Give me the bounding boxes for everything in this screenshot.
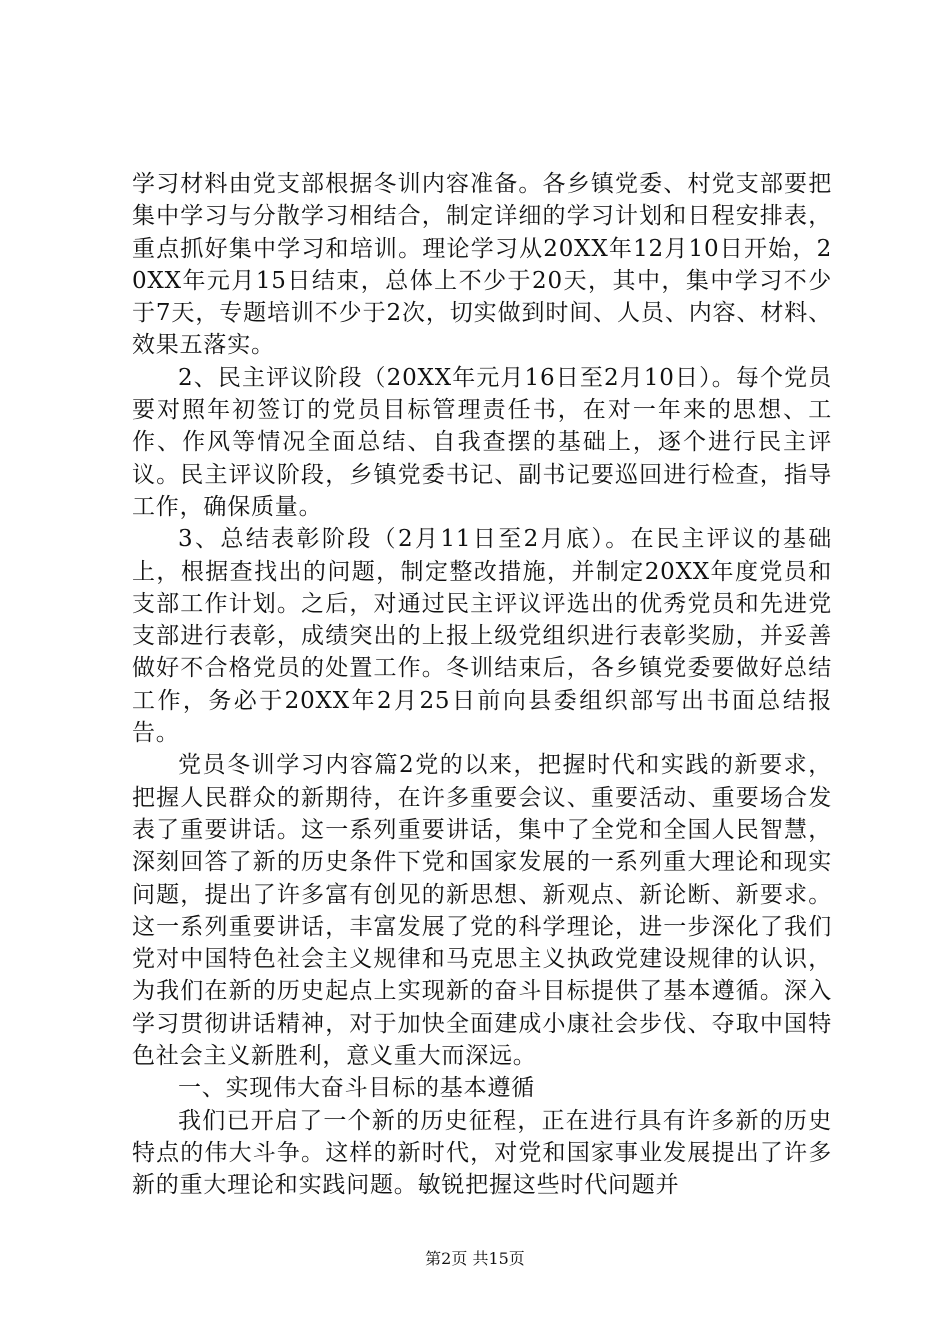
paragraph-winter-training-article: 党员冬训学习内容篇2党的以来，把握时代和实践的新要求，把握人民群众的新期待，在许多重要会议、重要活动、重要场合发表了重要讲话。这一系列重要讲话，集中了全党和全国人民智慧，深刻回答了新的历史条件下党和国家发展的一系列重大理论和现实问题，提出了许多富有创见的新思想、新观点、新论断、新要求。这一系列重要讲话，丰富发展了党的科学理论，进一步深化了我们党对中国特色社会主义规律和马克思主义执政党建设规律的认识，为我们在新的历史起点上实现新的奋斗目标提供了基本遵循。深入学习贯彻讲话精神，对于加快全面建成小康社会步伐、夺取中国特色社会主义新胜利，意义重大而深远。 xyxy=(132,752,832,1070)
paragraph-democratic-review: 2、民主评议阶段（20XX年元月16日至2月10日）。每个党员要对照年初签订的党员目标管理责任书，在对一年来的思想、工作、作风等情况全面总结、自我查摆的基础上，逐个进行民主评议。民主评议阶段，乡镇党委书记、副书记要巡回进行检查，指导工作，确保质量。 xyxy=(132,364,832,520)
page-number-footer: 第2页 共15页 xyxy=(425,1249,525,1268)
section-heading: 一、实现伟大奋斗目标的基本遵循 xyxy=(178,1075,535,1102)
document-body xyxy=(132,168,832,1202)
paragraph-summary-commendation: 3、总结表彰阶段（2月11日至2月底）。在民主评议的基础上，根据查找出的问题，制定整改措施，并制定20XX年度党员和支部工作计划。之后，对通过民主评议评选出的优秀党员和先进党支部进行表彰，成绩突出的上报上级党组织进行表彰奖励，并妥善做好不合格党员的处置工作。冬训结束后，各乡镇党委要做好总结工作，务必于20XX年2月25日前向县委组织部写出书面总结报告。 xyxy=(132,526,832,747)
paragraph-new-journey: 我们已开启了一个新的历史征程，正在进行具有许多新的历史特点的伟大斗争。这样的新时代，对党和国家事业发展提出了许多新的重大理论和实践问题。敏锐把握这些时代问题并 xyxy=(132,1107,832,1199)
paragraph-materials: 学习材料由党支部根据冬训内容准备。各乡镇党委、村党支部要把集中学习与分散学习相结合，制定详细的学习计划和日程安排表，重点抓好集中学习和培训。理论学习从20XX年12月10日开始，20XX年元月15日结束，总体上不少于20天，其中，集中学习不少于7天，专题培训不少于2次，切实做到时间、人员、内容、材料、效果五落实。 xyxy=(132,171,832,359)
